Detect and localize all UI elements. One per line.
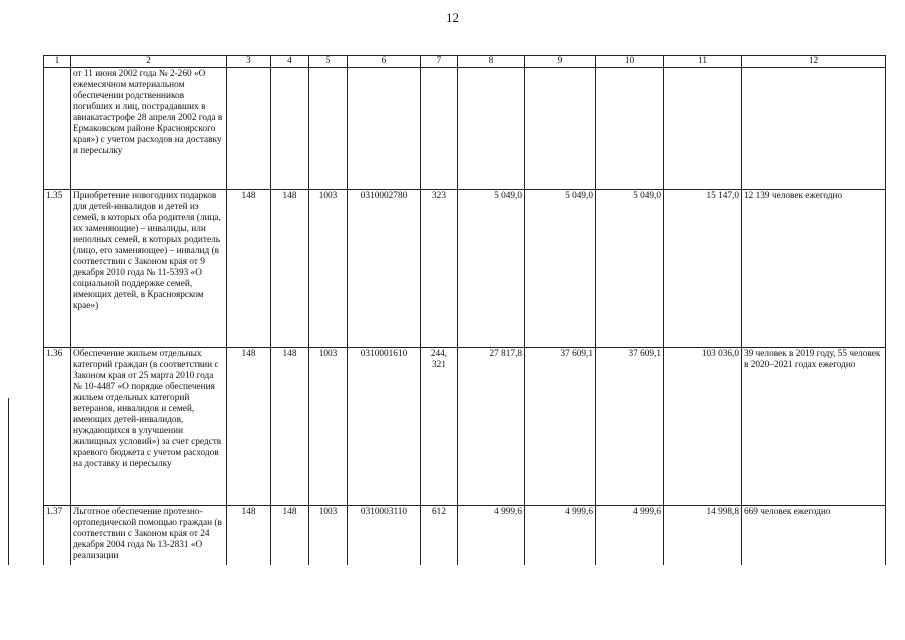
cell-amount-2: 4 999,6 — [525, 506, 596, 586]
cell-target: 0310001610 — [348, 348, 421, 506]
cell-amount-2 — [525, 68, 596, 190]
cell-grbs: 148 — [227, 348, 271, 506]
row-number — [44, 68, 71, 190]
row-description: Обеспечение жильем отдельных категорий граждан (в соответствии с Законом края от 25 марта 2010 года № 10-4487 «О порядке обеспечения жильем отдельных категорий ветеранов, инвалидов и семей, имеющих детей-инвалидов, нуждающихся в улучшении жилищных условий») за счет средств краевого бюджета с учетом расходов на доставку и пересылку — [71, 348, 227, 506]
table-row — [44, 348, 886, 506]
table-row — [44, 68, 886, 190]
row-number: 1.36 — [44, 348, 71, 506]
row-description: Приобретение новогодних подарков для детей-инвалидов и детей из семей, в которых оба родителя (лица, их заменяющие) – инвалиды, или неполных семей, в которых родитель (лицо, его заменяющее) – инвалид (в соответствии с Законом края от 9 декабря 2010 года № 11-5393 «О социальной поддержке семей, имеющих детей, в Красноярском крае») — [71, 190, 227, 348]
cell-ved: 148 — [271, 506, 309, 586]
row-number: 1.35 — [44, 190, 71, 348]
table-row — [44, 190, 886, 348]
cell-grbs: 148 — [227, 506, 271, 586]
col-header: 5 — [309, 56, 348, 68]
cell-target: 0310002780 — [348, 190, 421, 348]
cell-section: 1003 — [309, 348, 348, 506]
col-header: 12 — [742, 56, 886, 68]
col-header: 4 — [271, 56, 309, 68]
cell-section: 1003 — [309, 506, 348, 586]
page-bottom-blank — [0, 565, 905, 640]
cell-result: 669 человек ежегодно — [742, 506, 886, 586]
cell-amount-3: 37 609,1 — [596, 348, 664, 506]
cell-result — [742, 68, 886, 190]
cell-ved: 148 — [271, 190, 309, 348]
row-number: 1.37 — [44, 506, 71, 586]
cell-amount-1: 4 999,6 — [458, 506, 525, 586]
cell-grbs — [227, 68, 271, 190]
col-header: 2 — [71, 56, 227, 68]
cell-result: 39 человек в 2019 году, 55 человек в 2020–2021 годах ежегодно — [742, 348, 886, 506]
cell-target — [348, 68, 421, 190]
cell-amount-2: 37 609,1 — [525, 348, 596, 506]
cell-amount-2: 5 049,0 — [525, 190, 596, 348]
cell-ved — [271, 68, 309, 190]
header-row — [44, 56, 886, 68]
cell-target: 0310003110 — [348, 506, 421, 586]
cell-type: 612 — [421, 506, 458, 586]
cell-grbs: 148 — [227, 190, 271, 348]
cell-amount-1: 5 049,0 — [458, 190, 525, 348]
cell-section — [309, 68, 348, 190]
cell-total: 15 147,0 — [664, 190, 742, 348]
col-header: 7 — [421, 56, 458, 68]
col-header: 1 — [44, 56, 71, 68]
col-header: 11 — [664, 56, 742, 68]
cell-type: 244, 321 — [421, 348, 458, 506]
cell-result: 12 139 человек ежегодно — [742, 190, 886, 348]
cell-total: 103 036,0 — [664, 348, 742, 506]
col-header: 3 — [227, 56, 271, 68]
cell-ved: 148 — [271, 348, 309, 506]
col-header: 6 — [348, 56, 421, 68]
cell-type — [421, 68, 458, 190]
cell-type: 323 — [421, 190, 458, 348]
cell-section: 1003 — [309, 190, 348, 348]
col-header: 10 — [596, 56, 664, 68]
row-description: Льготное обеспечение протезно-ортопедической помощью граждан (в соответствии с Законом края от 24 декабря 2004 года № 13-2831 «О реализации — [71, 506, 227, 586]
page-number: 12 — [446, 10, 459, 25]
cell-amount-1 — [458, 68, 525, 190]
row-description: от 11 июня 2002 года № 2-260 «О ежемесячном материальном обеспечении родственников погибших и лиц, пострадавших в авиакатастрофе 28 апреля 2002 года в Ермаковском районе Красноярского края») с учетом расходов на доставку и пересылку — [71, 68, 227, 190]
col-header: 8 — [458, 56, 525, 68]
cell-amount-1: 27 817,8 — [458, 348, 525, 506]
budget-table — [43, 55, 886, 586]
col-header: 9 — [525, 56, 596, 68]
cell-amount-3: 5 049,0 — [596, 190, 664, 348]
cell-total: 14 998,8 — [664, 506, 742, 586]
cell-amount-3: 4 999,6 — [596, 506, 664, 586]
cell-amount-3 — [596, 68, 664, 190]
cell-total — [664, 68, 742, 190]
